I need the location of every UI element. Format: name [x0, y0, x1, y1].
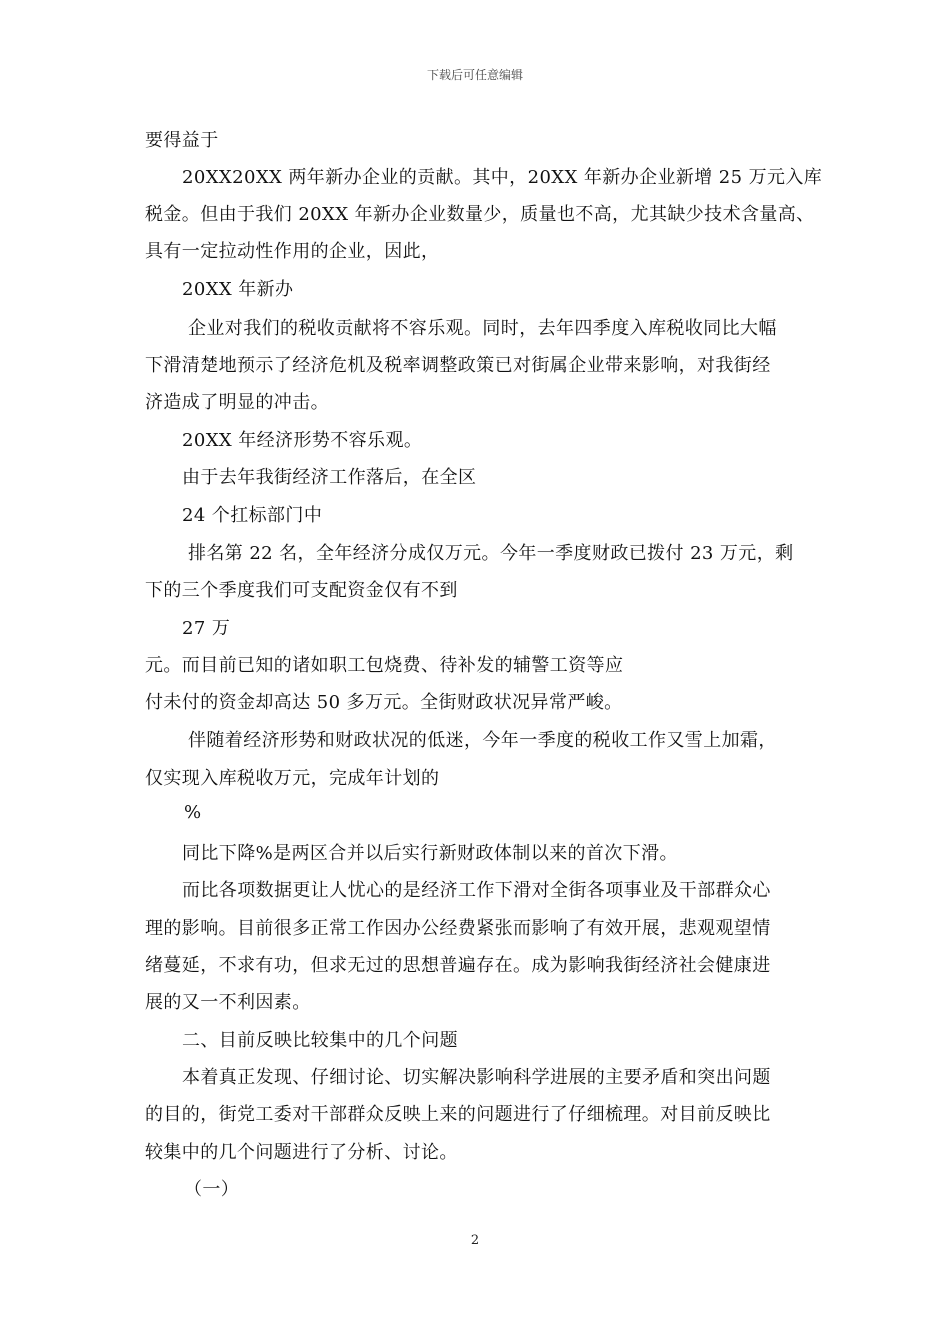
text-line: 具有一定拉动性作用的企业，因此，	[145, 241, 440, 262]
text-line: 同比下降%是两区合并以后实行新财政体制以来的首次下滑。	[182, 843, 678, 864]
page-header: 下载后可任意编辑	[426, 68, 523, 82]
text-line: 伴随着经济形势和财政状况的低迷，今年一季度的税收工作又雪上加霜，	[188, 730, 777, 751]
text-line: 20XX20XX 两年新办企业的贡献。其中，20XX 年新办企业新增 25 万元入库	[182, 167, 823, 188]
text-line: 付未付的资金却高达 50 多万元。全街财政状况异常严峻。	[145, 692, 623, 713]
text-line: 20XX 年经济形势不容乐观。	[182, 430, 423, 451]
text-line: 展的又一不利因素。	[145, 992, 311, 1013]
text-line: 而比各项数据更让人忧心的是经济工作下滑对全街各项事业及干部群众心	[182, 880, 771, 901]
subsection-heading: （一）	[184, 1179, 240, 1200]
text-line: 的目的，街党工委对干部群众反映上来的问题进行了仔细梳理。对目前反映比	[145, 1104, 771, 1125]
text-line: 20XX 年新办	[182, 279, 294, 300]
text-line: 元。而目前已知的诸如职工包烧费、待补发的辅警工资等应	[145, 655, 624, 676]
text-line: 理的影响。目前很多正常工作因办公经费紧张而影响了有效开展，悲观观望情	[145, 918, 771, 939]
text-line: 27 万	[182, 618, 231, 639]
text-line: 税金。但由于我们 20XX 年新办企业数量少，质量也不高，尤其缺少技术含量高、	[145, 204, 815, 225]
text-line: 本着真正发现、仔细讨论、切实解决影响科学进展的主要矛盾和突出问题	[182, 1067, 771, 1088]
text-line: %	[184, 802, 202, 823]
text-line: 绪蔓延，不求有功，但求无过的思想普遍存在。成为影响我街经济社会健康进	[145, 955, 771, 976]
text-line: 排名第 22 名，全年经济分成仅万元。今年一季度财政已拨付 23 万元，剩	[188, 543, 794, 564]
text-line: 下的三个季度我们可支配资金仅有不到	[145, 580, 458, 601]
text-line: 24 个扛标部门中	[182, 505, 323, 526]
text-line: 下滑清楚地预示了经济危机及税率调整政策已对街属企业带来影响，对我街经	[145, 355, 771, 376]
text-line: 较集中的几个问题进行了分析、讨论。	[145, 1142, 458, 1163]
text-line: 要得益于	[145, 130, 219, 151]
page-number: 2	[470, 1233, 480, 1248]
section-heading: 二、目前反映比较集中的几个问题	[182, 1030, 458, 1051]
text-line: 仅实现入库税收万元，完成年计划的	[145, 768, 440, 789]
text-line: 由于去年我街经济工作落后，在全区	[182, 467, 477, 488]
text-line: 济造成了明显的冲击。	[145, 392, 329, 413]
text-line: 企业对我们的税收贡献将不容乐观。同时，去年四季度入库税收同比大幅	[188, 318, 777, 339]
